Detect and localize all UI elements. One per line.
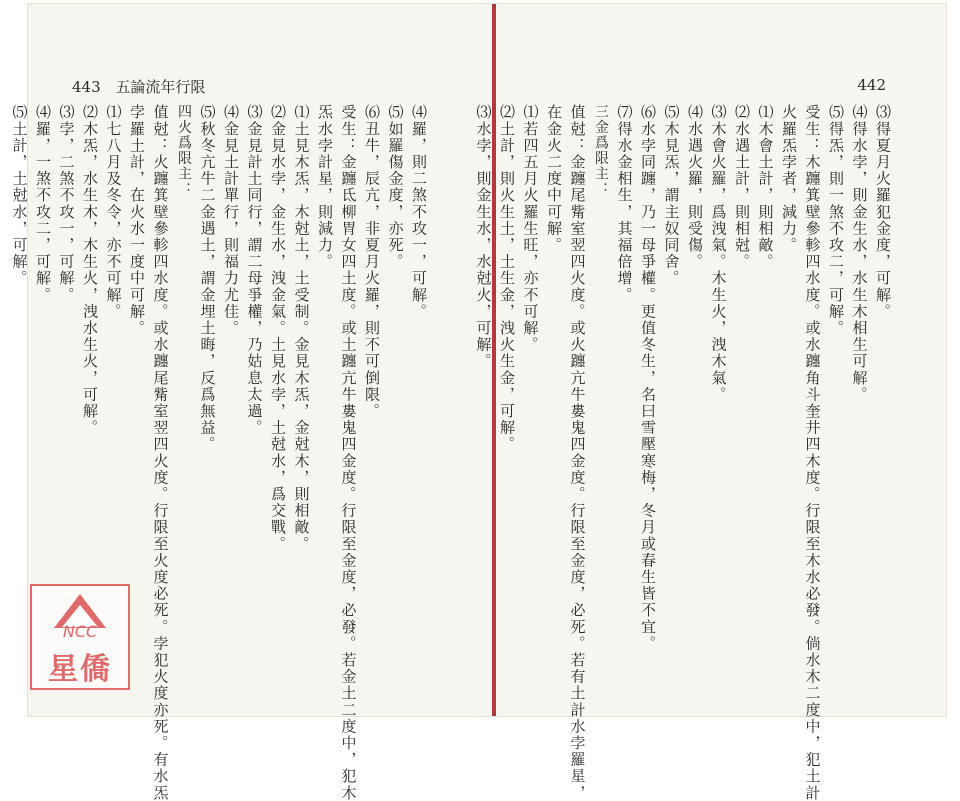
text-column: ⑶孛，二煞不攻一，可解。 <box>57 104 76 304</box>
right-page <box>474 4 946 801</box>
text-column: 值尅：火躔箕壁參軫四水度。或水躔尾觜室翌四火度。行限至火度必死。孛犯火度亦死。有水炁 <box>151 104 170 801</box>
right-page-header <box>857 76 886 94</box>
text-column: 四火爲限主： <box>176 104 192 198</box>
text-column: ⑸木見炁，謂主奴同舍。 <box>662 104 681 287</box>
text-column: 在金火二度中可解。 <box>545 104 563 254</box>
text-column: ⑴土見木炁，木尅土，土受制。金見木炁，金尅木，則相敵。 <box>292 104 311 553</box>
text-column: ⑶木會火羅，爲洩氣。木生火，洩木氣。 <box>709 104 728 403</box>
text-column: 受生：木躔箕壁參軫四水度。或水躔角斗奎井四木度。行限至木水必發。倘水木二度中，犯土計 <box>803 104 822 801</box>
text-column: 三金爲限主： <box>593 104 609 198</box>
text-column: ⑶水孛，則金生水，水尅火，可解。 <box>474 104 493 370</box>
text-column: ⑴木會土計，則相敵。 <box>756 104 775 270</box>
text-column: ⑷羅，則二煞不攻一，可解。 <box>410 104 428 320</box>
text-column: ⑴若四五月火羅生旺，亦不可解。 <box>521 104 540 353</box>
text-column: 炁水孛計星，則減力。 <box>316 104 334 270</box>
right-page-number: 442 <box>857 76 886 94</box>
text-column: ⑸秋冬亢牛二金遇土，謂金埋土晦，反爲無益。 <box>198 104 217 453</box>
text-column: ⑵水遇土計，則相尅。 <box>733 104 751 270</box>
text-column: ⑵木炁，水生木，木生火，洩水生火，可解。 <box>81 104 99 436</box>
text-column: ⑵土計，則火生土，土生金，洩火生金，可解。 <box>498 104 516 453</box>
text-column: ⑸得炁，則一煞不攻二，可解。 <box>827 104 845 337</box>
text-column: ⑸土計，土尅水，可解。 <box>10 104 29 287</box>
text-column: ⑶得夏月火羅犯金度，可解。 <box>874 104 892 320</box>
text-column: 孛羅土計，在火水一度中可解。 <box>128 104 146 337</box>
text-column: ⑷水遇火羅，則受傷。 <box>686 104 704 270</box>
text-column: ⑹水孛同躔，乃一母爭權。更值冬生，名曰雪壓寒梅，冬月或春生皆不宜。 <box>639 104 657 652</box>
text-column: ⑷羅，一煞不攻二，可解。 <box>34 104 52 304</box>
text-column: ⑹丑牛，辰亢，非夏月火羅，則不可倒限。 <box>363 104 381 420</box>
text-column: 受生：金躔氐柳胃女四土度。或土躔亢牛婁鬼四金度。行限至金度，必發。若金土二度中，犯木 <box>339 104 358 801</box>
text-column: ⑵金見水孛，金生水，洩金氣。土見水孛，土尅水，爲交戰。 <box>269 104 287 553</box>
left-page-number: 443 <box>72 78 101 96</box>
text-column: 火羅炁孛者，減力。 <box>780 104 798 254</box>
book-spread <box>10 4 946 801</box>
text-column: ⑴七八月及冬令，亦不可解。 <box>104 104 123 320</box>
left-page-header <box>72 76 205 97</box>
text-column: 值尅：金躔尾觜室翌四火度。或火躔亢牛婁鬼四金度。行限至金度，必死。若有土計水孛羅星， <box>568 104 587 801</box>
stamp-name-text: 星僑 <box>48 652 112 687</box>
text-column: ⑷金見土計單行，則福力尤佳。 <box>222 104 240 337</box>
text-column: ⑺得水金相生，其福倍增。 <box>615 104 634 304</box>
ncc-logo-stamp <box>30 584 130 690</box>
stamp-ncc-text: NCC <box>62 622 98 641</box>
text-column: ⑷得水孛，則金生水，水生木相生可解。 <box>850 104 869 403</box>
right-text-columns <box>471 104 894 801</box>
text-column: ⑶金見計土同行，謂二母爭權，乃姑息太過。 <box>245 104 264 436</box>
text-column: ⑸如羅傷金度，亦死。 <box>386 104 405 270</box>
left-running-title: 五論流年行限 <box>115 78 206 96</box>
